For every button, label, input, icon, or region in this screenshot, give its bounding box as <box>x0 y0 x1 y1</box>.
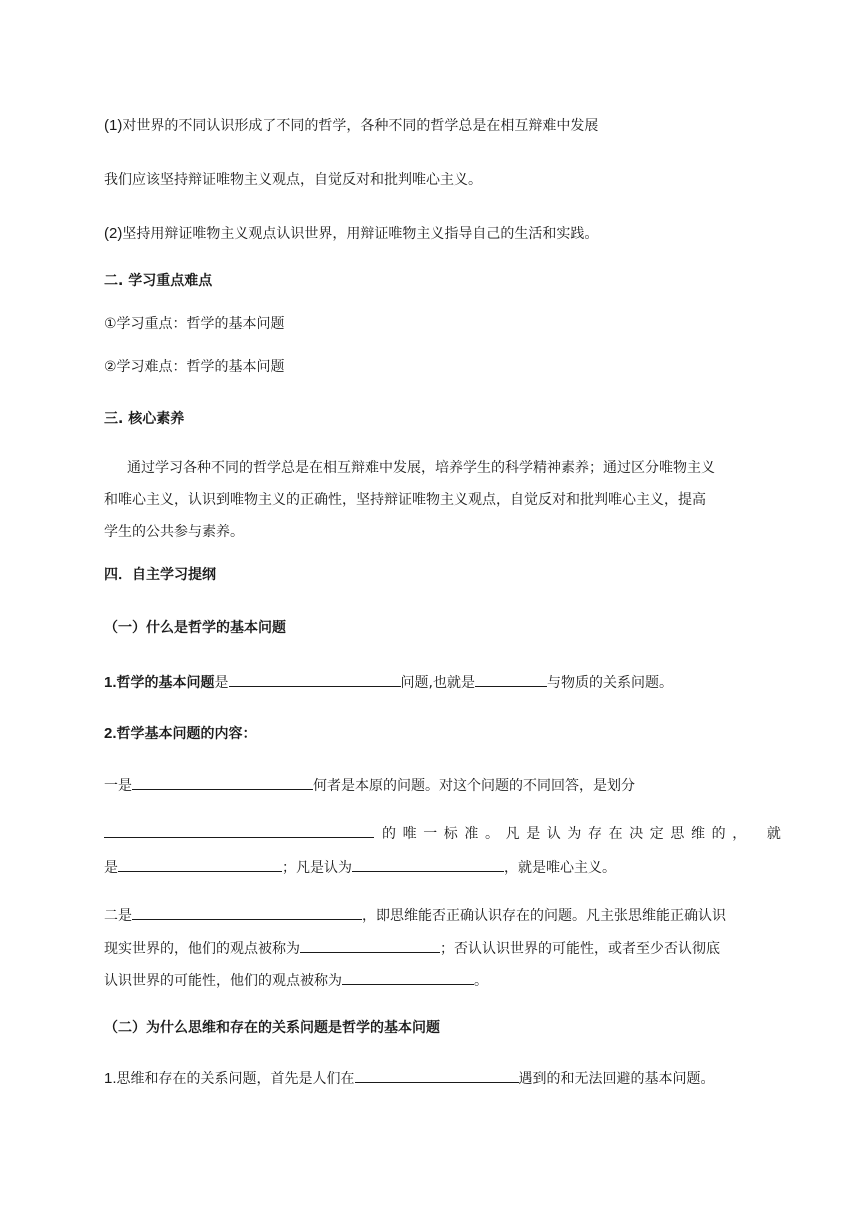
second-aspect-line-1 <box>104 904 726 926</box>
question-1-text-a: 是 <box>214 675 229 691</box>
key-point-item: ①学习重点：哲学的基本问题 <box>104 316 285 332</box>
first-aspect-label: 一是 <box>104 778 132 794</box>
fill-blank[interactable] <box>104 822 374 838</box>
second-aspect-text-3a: 认识世界的可能性，他们的观点被称为 <box>104 973 342 989</box>
question-2-title: 哲学基本问题的内容： <box>116 726 257 742</box>
question-1-term: 哲学的基本问题 <box>116 675 215 691</box>
question-1-text-b: 问题,也就是 <box>400 675 475 691</box>
first-aspect-text-2b: 就 <box>766 826 781 842</box>
line-3 <box>104 224 598 244</box>
difficulty-item: ②学习难点：哲学的基本问题 <box>104 359 285 375</box>
line-1-text: 对世界的不同认识形成了不同的哲学，各种不同的哲学总是在相互辩难中发展 <box>122 118 599 134</box>
core-literacy-line-3: 学生的公共参与素养。 <box>104 524 244 540</box>
second-aspect-label: 二是 <box>104 908 132 924</box>
first-aspect-line-1 <box>104 774 635 796</box>
second-aspect-line-3 <box>104 969 488 991</box>
question-1-number: 1. <box>104 674 117 691</box>
question-1 <box>104 671 673 693</box>
core-literacy-line-1: 通过学习各种不同的哲学总是在相互辩难中发展，培养学生的科学精神素养；通过区分唯物主义 <box>127 460 715 476</box>
fill-blank[interactable] <box>118 856 282 872</box>
line-1-number: (1) <box>104 117 123 134</box>
line-3-number: (2) <box>104 225 123 242</box>
section-3-heading: 三. 核心素养 <box>104 411 185 427</box>
fill-blank[interactable] <box>342 969 474 985</box>
second-aspect-text-3b: 。 <box>474 973 488 989</box>
first-aspect-text-2: 的唯一标准。凡是认为存在决定思维的， <box>382 826 753 842</box>
question-1-text-c: 与物质的关系问题。 <box>546 675 673 691</box>
fill-blank[interactable] <box>229 671 401 687</box>
question-3-text-a: 思维和存在的关系问题，首先是人们在 <box>116 1071 355 1087</box>
fill-blank[interactable] <box>300 937 440 953</box>
fill-blank[interactable] <box>355 1067 519 1083</box>
second-aspect-line-2 <box>104 937 720 959</box>
fill-blank[interactable] <box>132 774 313 790</box>
fill-blank[interactable] <box>132 904 362 920</box>
subsection-1-heading: （一）什么是哲学的基本问题 <box>104 620 286 636</box>
first-aspect-line-3 <box>104 856 616 878</box>
fill-blank[interactable] <box>475 671 547 687</box>
second-aspect-text-2a: 现实世界的，他们的观点被称为 <box>104 941 300 957</box>
question-2-number: 2. <box>104 725 117 742</box>
first-aspect-text-3c: ，就是唯心主义。 <box>504 860 616 876</box>
question-2 <box>104 724 257 744</box>
line-3-text: 坚持用辩证唯物主义观点认识世界，用辩证唯物主义指导自己的生活和实践。 <box>122 226 599 242</box>
first-aspect-text-3b: ；凡是认为 <box>282 860 352 876</box>
first-aspect-text: 何者是本原的问题。对这个问题的不同回答，是划分 <box>313 778 635 794</box>
question-3 <box>104 1067 715 1089</box>
second-aspect-text-2b: ；否认认识世界的可能性，或者至少否认彻底 <box>440 941 720 957</box>
second-aspect-text: ，即思维能否正确认识存在的问题。凡主张思维能正确认识 <box>362 908 726 924</box>
subsection-2-heading: （二）为什么思维和存在的关系问题是哲学的基本问题 <box>104 1020 440 1036</box>
section-4-heading: 四．自主学习提纲 <box>104 567 216 583</box>
section-2-heading: 二. 学习重点难点 <box>104 273 213 289</box>
fill-blank[interactable] <box>352 856 504 872</box>
line-2: 我们应该坚持辩证唯物主义观点，自觉反对和批判唯心主义。 <box>104 172 482 188</box>
first-aspect-text-3a: 是 <box>104 860 118 876</box>
question-3-number: 1. <box>104 1070 117 1087</box>
question-3-text-b: 遇到的和无法回避的基本问题。 <box>518 1071 715 1087</box>
core-literacy-line-2: 和唯心主义，认识到唯物主义的正确性，坚持辩证唯物主义观点，自觉反对和批判唯心主义，提高 <box>104 492 706 508</box>
first-aspect-line-2 <box>104 822 781 844</box>
line-1 <box>104 116 598 136</box>
